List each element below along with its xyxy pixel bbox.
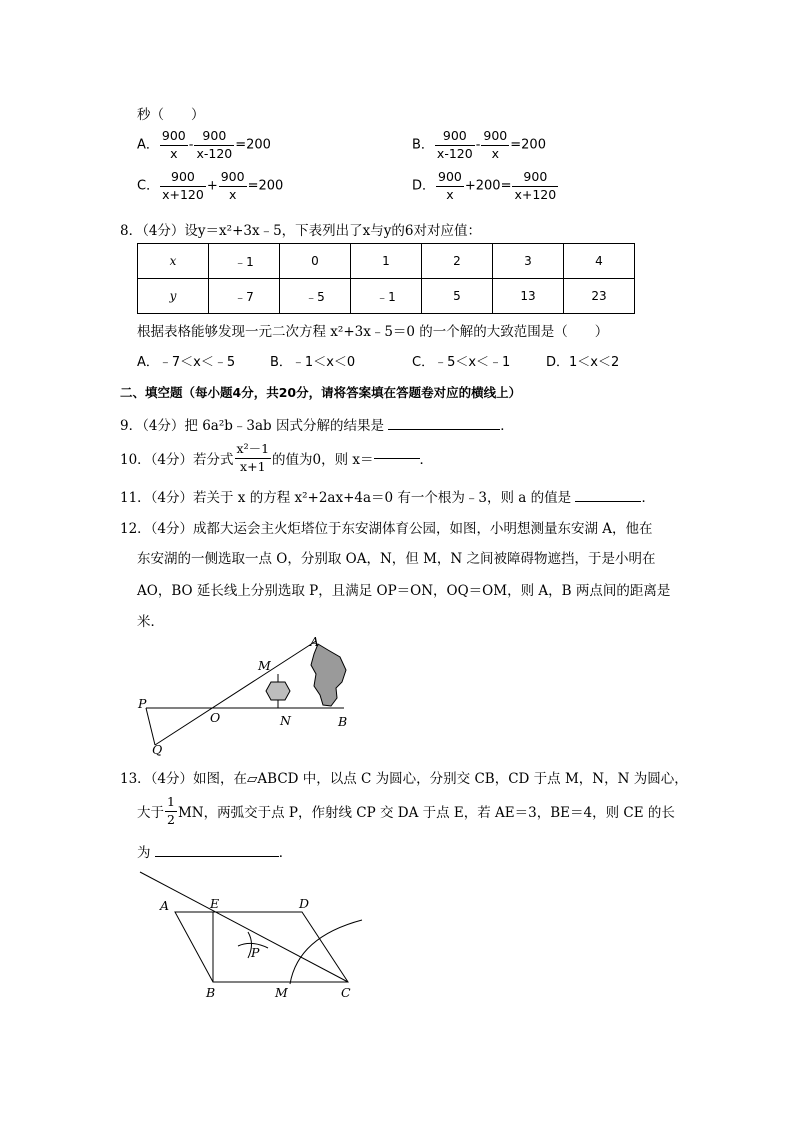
arc-c bbox=[290, 920, 362, 984]
table-cell: 5 bbox=[422, 279, 493, 314]
label-m: M bbox=[275, 985, 288, 1000]
q11: 11．（4分）若关于 x 的方程 x²+2ax+4a＝0 有一个根为﹣3，则 a 的值是 ． bbox=[120, 490, 655, 506]
table-cell: 4 bbox=[564, 244, 635, 279]
table-cell: 13 bbox=[493, 279, 564, 314]
table-row bbox=[138, 244, 635, 279]
table-row bbox=[138, 279, 635, 314]
label-q: Q bbox=[152, 742, 163, 757]
q8-option-a: A．﹣7＜x＜﹣5 bbox=[137, 355, 236, 370]
label-m: M bbox=[258, 658, 271, 673]
table-cell: 0 bbox=[280, 244, 351, 279]
label-a: A bbox=[160, 898, 170, 913]
label-b: B bbox=[206, 985, 216, 1000]
table-cell: 23 bbox=[564, 279, 635, 314]
table-cell: ﹣5 bbox=[280, 279, 351, 314]
answer-blank[interactable] bbox=[155, 856, 279, 857]
q7-option-c: C． $\frac{900}{x+120}$ + $\frac{900}{x}$ =200 bbox=[137, 169, 284, 202]
q8-stem: 8．（4分）设y＝x²+3x﹣5，下表列出了x与y的6对对应值： bbox=[120, 223, 482, 239]
q12-figure bbox=[130, 630, 370, 760]
table-cell: 1 bbox=[351, 244, 422, 279]
answer-blank[interactable] bbox=[388, 429, 500, 430]
q12-line-1: 12．（4分）成都大运会主火炬塔位于东安湖体育公园，如图，小明想测量东安湖 A，他在 bbox=[120, 521, 653, 537]
ray-cp bbox=[140, 872, 348, 982]
table-cell: ﹣1 bbox=[351, 279, 422, 314]
answer-blank[interactable] bbox=[374, 458, 420, 459]
q8-option-c: C．﹣5＜x＜﹣1 bbox=[412, 355, 511, 370]
answer-blank[interactable] bbox=[575, 501, 641, 502]
section-heading: 二、填空题（每小题4分，共20分，请将答案填在答题卷对应的横线上） bbox=[120, 385, 522, 400]
table-cell: x bbox=[138, 244, 209, 279]
label-e: E bbox=[210, 896, 220, 911]
q13-line-3: 为 ． bbox=[137, 845, 293, 861]
label-b: B bbox=[338, 714, 348, 729]
q8-option-d: D．1＜x＜2 bbox=[546, 355, 620, 370]
obstacle-hexagon bbox=[266, 682, 290, 700]
label-n: N bbox=[280, 713, 291, 728]
q13-figure bbox=[130, 862, 370, 1004]
q13-line-2: 大于 $\frac{1}{2}$ MN，两弧交于点 P，作射线 CP 交 DA 于点 E，若 AE＝3，BE＝4，则 CE 的长 bbox=[137, 794, 675, 827]
line-pq bbox=[146, 708, 155, 745]
label-c: C bbox=[341, 985, 351, 1000]
label-p: P bbox=[138, 696, 147, 711]
parallelogram-abcd bbox=[175, 912, 348, 982]
q12-line-3: AO，BO 延长线上分别选取 P，且满足 OP＝ON，OQ＝OM，则 A，B 两点间的距离是 bbox=[137, 583, 671, 599]
table-cell: ﹣1 bbox=[209, 244, 280, 279]
q10: 10．（4分）若分式 $\frac{\text{x²－1}}{x+1}$ 的值为0，则 x＝ ． bbox=[120, 441, 434, 474]
q7-option-d: D． $\frac{900}{x}$ +200= $\frac{900}{x+120}$ bbox=[412, 169, 557, 202]
label-d: D bbox=[299, 896, 310, 911]
label-p: P bbox=[251, 945, 260, 960]
q9: 9．（4分）把 6a²b﹣3ab 因式分解的结果是 ． bbox=[120, 418, 514, 434]
q13-line-1: 13．（4分）如图，在▱ABCD 中，以点 C 为圆心，分别交 CB，CD 于点 M，N，N 为圆心， bbox=[120, 771, 688, 787]
q12-line-2: 东安湖的一侧选取一点 O，分别取 OA，N，但 M，N 之间被障碍物遮挡，于是小明在 bbox=[137, 551, 656, 567]
lake-shape bbox=[311, 644, 346, 706]
q8-option-b: B．﹣1＜x＜0 bbox=[270, 355, 356, 370]
line-qa bbox=[155, 641, 316, 745]
q7-continuation: 秒（ ） bbox=[137, 107, 205, 123]
q7-option-b: B． $\frac{900}{x-120}$ - $\frac{900}{x}$ =200 bbox=[412, 128, 546, 161]
q8-question: 根据表格能够发现一元二次方程 x²+3x﹣5＝0 的一个解的大致范围是（ ） bbox=[137, 324, 609, 340]
q7-option-a: A． $\frac{900}{x}$ - $\frac{900}{x-120}$ =200 bbox=[137, 128, 271, 161]
label-a: A bbox=[310, 634, 320, 649]
table-cell: 3 bbox=[493, 244, 564, 279]
q8-value-table bbox=[137, 243, 635, 314]
q12-line-4: 米． bbox=[137, 614, 164, 630]
label-o: O bbox=[210, 710, 221, 725]
table-cell: y bbox=[138, 279, 209, 314]
table-cell: 2 bbox=[422, 244, 493, 279]
table-cell: ﹣7 bbox=[209, 279, 280, 314]
